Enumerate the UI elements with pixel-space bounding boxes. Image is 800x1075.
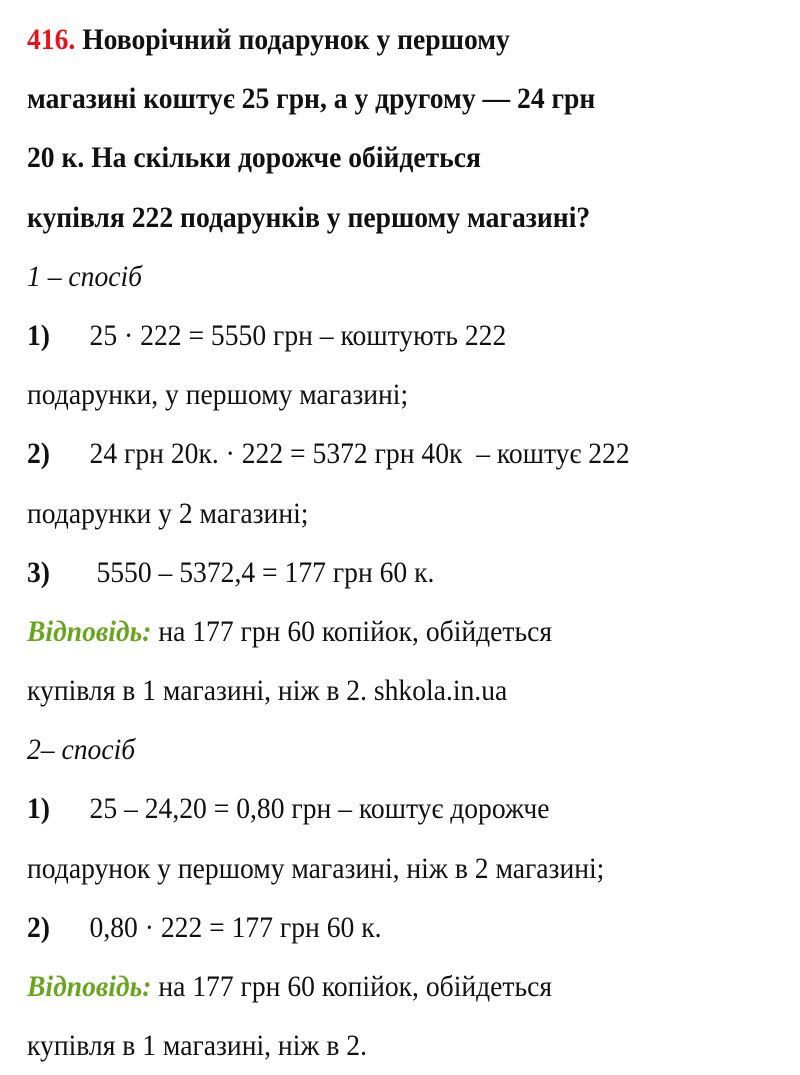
answer-label: Відповідь: xyxy=(27,614,152,648)
method1-step-1-cont: подарунки, у першому магазині; xyxy=(27,378,409,412)
problem-line-4: купівля 222 подарунків у першому магазині? xyxy=(27,200,591,234)
answer-text: на 177 грн 60 копійок, обійдеться xyxy=(151,614,553,648)
method1-answer-cont: купівля в 1 магазині, ніж в 2. shkola.in.ua xyxy=(27,674,508,708)
problem-line-2: магазині коштує 25 грн, а у другому — 24 грн xyxy=(27,82,596,116)
step-text: 24 грн 20к. · 222 = 5372 грн 40к – коштує 222 xyxy=(89,437,630,471)
step-text: 5550 – 5372,4 = 177 грн 60 к. xyxy=(89,555,435,589)
step-text: 0,80 · 222 = 177 грн 60 к. xyxy=(89,910,382,944)
answer-label: Відповідь: xyxy=(27,970,152,1003)
answer-text: на 177 грн 60 копійок, обійдеться xyxy=(151,970,553,1003)
method1-title: 1 – спосіб xyxy=(27,259,143,293)
method2-answer xyxy=(27,957,738,1016)
method2-answer-cont: купівля в 1 магазині, ніж в 2. xyxy=(27,1029,367,1063)
method1-step-1 xyxy=(27,306,738,365)
step-text: 25 – 24,20 = 0,80 грн – коштує дорожче xyxy=(89,792,550,826)
method1-step-2 xyxy=(27,424,738,483)
problem-text: Новорічний подарунок у першому xyxy=(82,23,510,56)
method2-step-1-cont: подарунок у першому магазині, ніж в 2 магазині; xyxy=(27,851,605,885)
problem-line-1 xyxy=(27,10,738,69)
step-text: 25 · 222 = 5550 грн – коштують 222 xyxy=(89,318,507,352)
method1-answer xyxy=(27,602,738,661)
method1-step-3 xyxy=(27,543,738,602)
step-number: 1) xyxy=(27,318,50,352)
method2-title: 2– спосіб xyxy=(27,733,136,767)
problem-line-3: 20 к. На скільки дорожче обійдеться xyxy=(27,141,481,175)
step-number: 2) xyxy=(27,437,50,471)
problem-number: 416. xyxy=(27,23,76,56)
step-number: 3) xyxy=(27,555,50,589)
step-number: 2) xyxy=(27,910,50,944)
method2-step-2 xyxy=(27,898,738,957)
method2-step-1 xyxy=(27,779,738,838)
method1-step-2-cont: подарунки у 2 магазині; xyxy=(27,496,309,530)
step-number: 1) xyxy=(27,792,50,826)
